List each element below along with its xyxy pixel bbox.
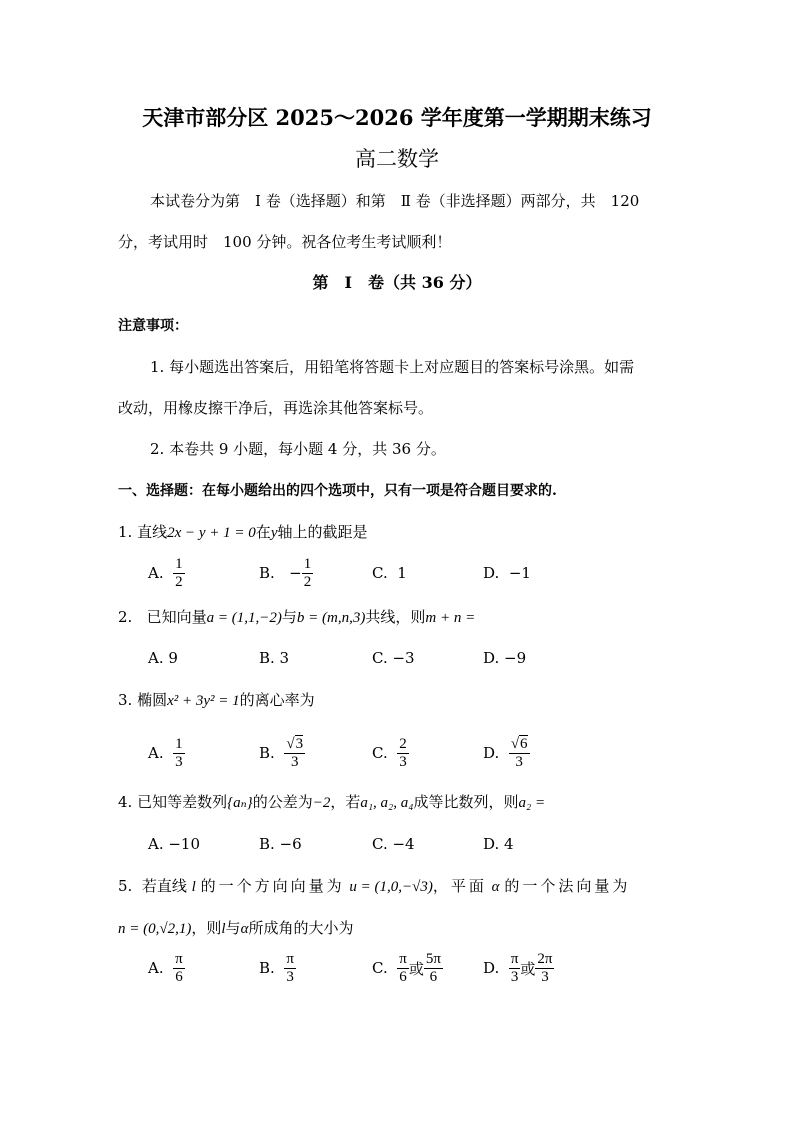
question-3	[118, 690, 315, 711]
q2-number: 2.	[118, 608, 133, 626]
q3-option-d[interactable]	[483, 733, 530, 773]
fraction: $\frac{1}{2}$	[303, 555, 312, 590]
section-heading: 一、选择题：在每小题给出的四个选项中，只有一项是符合题目要求的.	[118, 483, 557, 499]
q2-text-post: 共线，则	[365, 608, 426, 626]
fraction: $\frac{\pi}{6}$	[175, 950, 183, 985]
q2-expression: m + n =	[425, 610, 476, 626]
fraction: $\frac{\pi}{6}$	[399, 950, 407, 985]
q3-option-b[interactable]	[259, 733, 305, 773]
q5-option-a[interactable]	[148, 948, 185, 988]
option-label: D.	[483, 744, 500, 762]
option-label: B.	[259, 959, 275, 977]
q1-text-pre: 直线	[137, 523, 168, 541]
q5-option-b[interactable]	[259, 948, 296, 988]
vector-a: a	[206, 610, 215, 626]
q5-text: 所成角的大小为	[248, 919, 354, 937]
note-2: 2. 本卷共 9 小题，每小题 4 分，共 36 分。	[150, 440, 446, 458]
vector-n: n	[118, 921, 126, 937]
q4-option-d[interactable]: D. 4	[483, 835, 514, 853]
option-label: D.	[483, 959, 500, 977]
q1-option-a[interactable]	[148, 553, 185, 593]
q2-option-d[interactable]: D. −9	[483, 649, 527, 667]
q2-b-coords: = (m,n,3)	[304, 610, 366, 626]
q5-text: 的一个法向量为	[504, 877, 631, 895]
fraction: $\frac{√3}{3}$	[286, 735, 304, 770]
q1-variable: y	[270, 525, 278, 541]
question-5-line-2	[118, 918, 353, 939]
q1-text-mid: 在	[255, 523, 271, 541]
fraction: $\frac{1}{3}$	[175, 735, 183, 770]
question-1	[118, 522, 368, 543]
q4-difference: −2	[312, 795, 331, 811]
q5-plane-var: α	[240, 921, 249, 937]
q1-number: 1.	[118, 523, 133, 541]
option-label: C.	[372, 959, 388, 977]
vector-b: b	[296, 610, 305, 626]
q2-option-a[interactable]: A. 9	[148, 649, 178, 667]
option-label: D.	[483, 564, 500, 582]
q4-option-c[interactable]: C. −4	[372, 835, 415, 853]
intro-line-2: 分，考试用时 100 分钟。祝各位考生考试顺利！	[118, 233, 452, 251]
exam-title: 天津市部分区 2025～2026 学年度第一学期期末练习	[142, 105, 652, 130]
q1-option-c[interactable]	[372, 553, 407, 593]
q4-text-mid: 的公差为	[252, 793, 313, 811]
q3-option-c[interactable]	[372, 733, 409, 773]
fraction: $\frac{2}{3}$	[399, 735, 407, 770]
question-5-line-1	[118, 876, 630, 897]
option-label: A.	[148, 744, 164, 762]
exam-subtitle: 高二数学	[355, 147, 439, 171]
q4-terms: a₁, a₂, a₄	[360, 795, 414, 811]
fraction: $\frac{\pi}{3}$	[286, 950, 294, 985]
q4-sequence: {aₙ}	[227, 795, 253, 811]
option-label: A.	[148, 959, 164, 977]
fraction: $\frac{2\pi}{3}$	[537, 950, 553, 985]
q4-option-b[interactable]: B. −6	[259, 835, 302, 853]
q5-text: 若直线	[141, 877, 187, 895]
q5-option-c[interactable]	[372, 948, 443, 988]
question-4	[118, 792, 545, 813]
q5-text: ，平面	[432, 877, 487, 895]
q5-text: ，则	[191, 919, 222, 937]
q2-text-pre: 已知向量	[146, 608, 207, 626]
fraction: $\frac{1}{2}$	[175, 555, 183, 590]
q5-line-var: l	[191, 879, 196, 895]
q2-a-coords: = (1,1,−2)	[214, 610, 282, 626]
q2-option-c[interactable]: C. −3	[372, 649, 415, 667]
q3-text-post: 的离心率为	[239, 691, 315, 709]
q5-line-var: l	[221, 921, 226, 937]
q1-option-b[interactable]	[259, 553, 313, 593]
q4-option-a[interactable]: A. −10	[148, 835, 201, 853]
q5-n-coords: = (0,√2,1)	[125, 921, 192, 937]
or-text: 或	[408, 959, 424, 978]
q5-number: 5.	[118, 877, 133, 895]
q4-expression: a₂ =	[518, 795, 546, 811]
q5-u-coords: = (1,0,−√3)	[356, 879, 433, 895]
fraction: $\frac{√6}{3}$	[510, 735, 528, 770]
option-label: A.	[148, 564, 164, 582]
or-text: 或	[520, 959, 536, 978]
question-2	[118, 607, 475, 628]
q2-option-b[interactable]: B. 3	[259, 649, 290, 667]
option-label: B.	[259, 564, 275, 582]
q3-text-pre: 椭圆	[137, 691, 168, 709]
q1-option-d[interactable]	[483, 553, 531, 593]
option-label: C.	[372, 744, 388, 762]
q3-number: 3.	[118, 691, 133, 709]
notes-heading: 注意事项：	[118, 318, 188, 334]
note-1-line-2: 改动，用橡皮擦干净后，再选涂其他答案标号。	[118, 399, 434, 417]
q5-text: 与	[225, 919, 241, 937]
q4-text-post: 成等比数列，则	[413, 793, 519, 811]
vector-u: u	[349, 879, 357, 895]
fraction: $\frac{\pi}{3}$	[510, 950, 519, 985]
option-value: 1	[397, 564, 407, 582]
option-label: B.	[259, 744, 275, 762]
q1-text-post: 轴上的截距是	[277, 523, 368, 541]
q3-equation: x² + 3y² = 1	[167, 693, 240, 709]
q3-option-a[interactable]	[148, 733, 185, 773]
q4-number: 4.	[118, 793, 133, 811]
q5-plane-var: α	[491, 879, 500, 895]
q5-text: 的一个方向向量为	[200, 877, 345, 895]
note-1-line-1: 1. 每小题选出答案后，用铅笔将答题卡上对应题目的答案标号涂黑。如需	[150, 358, 635, 376]
q4-text-pre: 已知等差数列	[137, 793, 228, 811]
fraction: $\frac{5\pi}{6}$	[425, 950, 441, 985]
q2-text-mid: 与	[281, 608, 297, 626]
q4-text-mid2: ，若	[330, 793, 361, 811]
intro-line-1: 本试卷分为第 Ⅰ 卷（选择题）和第 Ⅱ 卷（非选择题）两部分，共 120	[150, 192, 640, 210]
option-label: C.	[372, 564, 388, 582]
q1-equation: 2x − y + 1 = 0	[167, 525, 256, 541]
option-value: −1	[508, 564, 531, 582]
q5-option-d[interactable]	[483, 948, 554, 988]
minus-sign: −	[289, 564, 302, 582]
part-heading: 第 Ⅰ 卷（共 36 分）	[312, 273, 482, 292]
